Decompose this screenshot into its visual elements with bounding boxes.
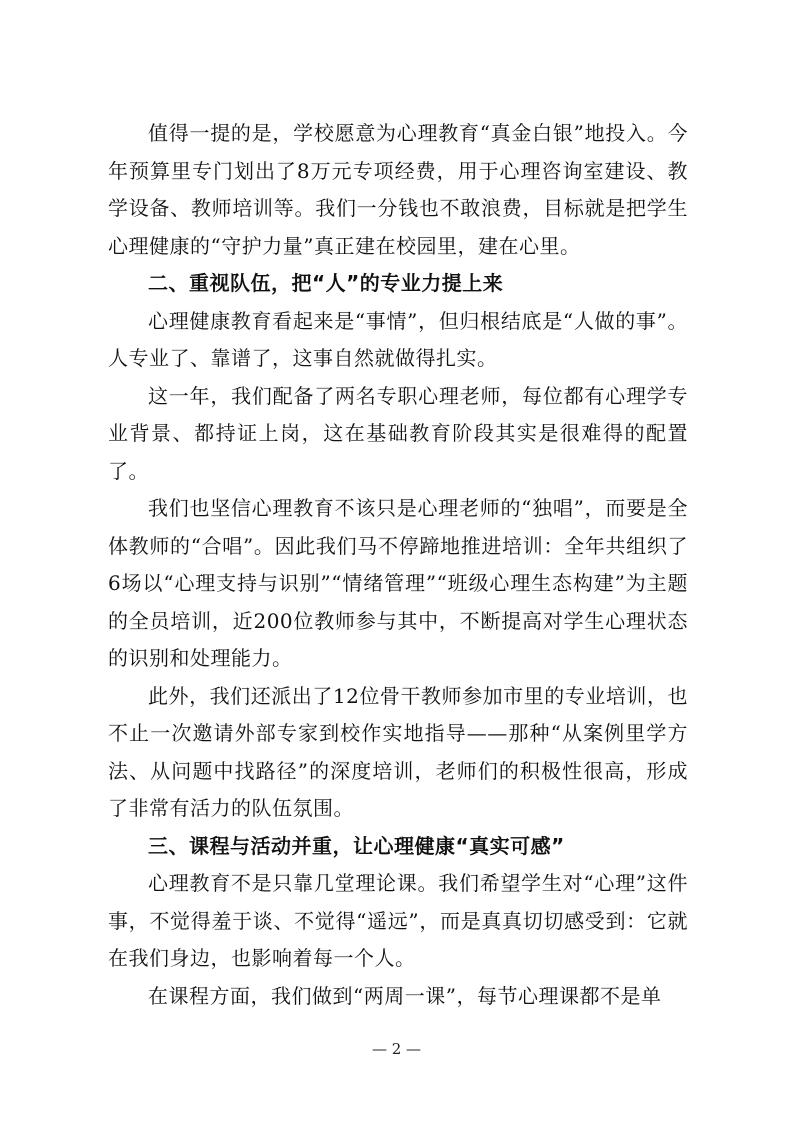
document-body <box>108 115 688 1015</box>
paragraph-curriculum-detail: 在课程方面，我们做到“两周一课”，每节心理课都不是单 <box>148 983 662 1008</box>
page-number: — 2 — <box>371 1040 422 1058</box>
paragraph-curriculum-intro: 心理教育不是只靠几堂理论课。我们希望学生对“心理”这件事，不觉得羞于谈、不觉得“遥远”，而是真真切切感受到：它就在我们身边，也影响着每一个人。 <box>108 871 688 970</box>
paragraph-training: 我们也坚信心理教育不该只是心理老师的“独唱”，而要是全体教师的“合唱”。因此我们马不停蹄地推进培训：全年共组织了6场以“心理支持与识别”“情绪管理”“班级心理生态构建”为主题的全员培训，近200位教师参与其中，不断提高对学生心理状态的识别和处理能力。 <box>108 496 688 670</box>
paragraph-staff: 这一年，我们配备了两名专职心理老师，每位都有心理学专业背景、都持证上岗，这在基础教育阶段其实是很难得的配置了。 <box>108 383 688 483</box>
paragraph-experts: 此外，我们还派出了12位骨干教师参加市里的专业培训，也不止一次邀请外部专家到校作实地指导——那种“从案例里学方法、从问题中找路径”的深度培训，老师们的积极性很高，形成了非常有活力的队伍氛围。 <box>108 683 688 820</box>
section-heading-team: 二、重视队伍，把“人”的专业力提上来 <box>148 271 504 295</box>
paragraph-funding: 值得一提的是，学校愿意为心理教育“真金白银”地投入。今年预算里专门划出了8万元专项经费，用于心理咨询室建设、教学设备、教师培训等。我们一分钱也不敢浪费，目标就是把学生心理健康的“守护力量”真正建在校园里，建在心里。 <box>108 121 688 258</box>
paragraph-people: 心理健康教育看起来是“事情”，但归根结底是“人做的事”。人专业了、靠谱了，这事自然就做得扎实。 <box>108 308 688 370</box>
section-heading-curriculum: 三、课程与活动并重，让心理健康“真实可感” <box>148 833 565 858</box>
